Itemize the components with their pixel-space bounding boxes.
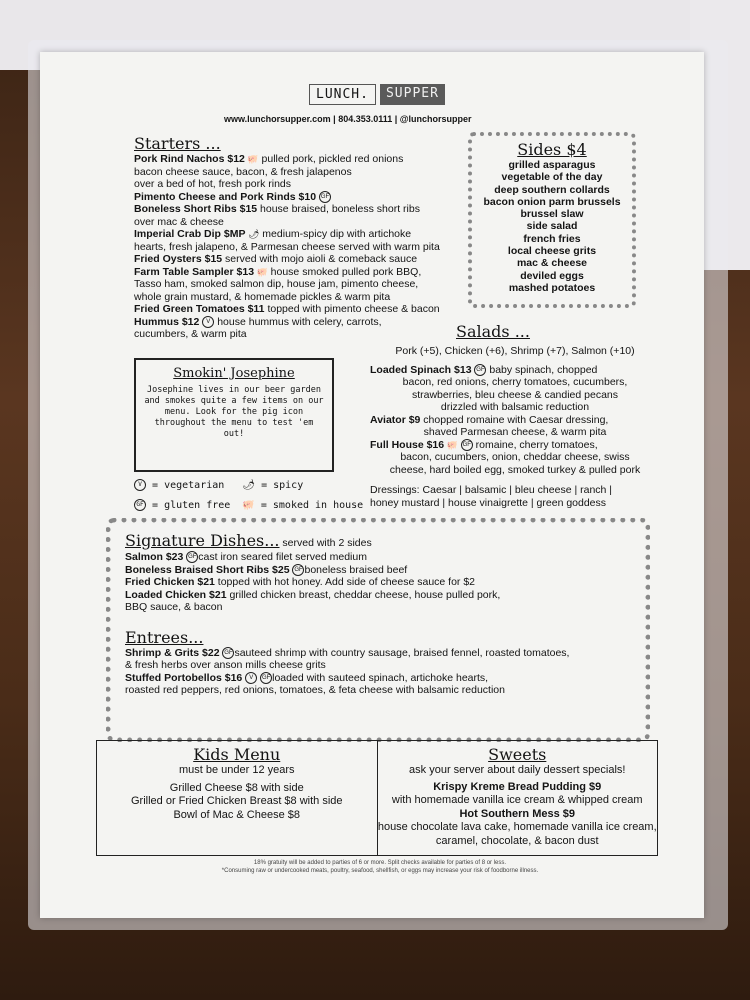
gluten-free-icon: GF <box>186 551 198 563</box>
kids-sweets-box <box>96 740 658 856</box>
josephine-description: Josephine lives in our beer garden and smokes quite a few items on our menu. Look for the pig icon throughout the menu to test 'em out! <box>144 385 324 439</box>
gluten-free-icon: GF <box>319 191 331 203</box>
pig-icon: 🐖 <box>244 154 259 164</box>
side-item: brussel slaw <box>520 208 584 221</box>
signature-title: Signature Dishes... <box>125 531 280 550</box>
item-name: Pimento Cheese and Pork Rinds $10 <box>134 190 317 203</box>
item-name: Salmon $23 <box>125 551 184 563</box>
item-description: roasted red peppers, red onions, tomatoes, & feta cheese with balsamic reduction <box>125 684 505 696</box>
menu-line <box>370 451 660 464</box>
item-description: boneless braised beef <box>304 563 408 576</box>
logo-lunch: LUNCH. <box>309 84 376 105</box>
footer-gratuity: 18% gratuity will be added to parties of 6 or more. Split checks available for parties of 8 or less. <box>253 860 507 866</box>
kids-list <box>97 782 377 823</box>
gluten-free-icon: GF <box>474 364 486 376</box>
kids-item: Bowl of Mac & Cheese $8 <box>173 808 301 821</box>
entrees-list <box>125 647 569 697</box>
item-description: over mac & cheese <box>134 215 224 228</box>
menu-line <box>370 464 660 477</box>
pig-icon: 🐖 <box>444 439 458 450</box>
kids-item: Grilled or Fried Chicken Breast $8 with side <box>130 795 343 807</box>
item-name: Fried Chicken $21 <box>125 576 215 588</box>
signature-subtitle: served with 2 sides <box>279 537 372 549</box>
item-description: bacon, red onions, cherry tomatoes, cucumbers, <box>402 376 628 388</box>
spicy-icon: 🌶 <box>242 480 256 491</box>
gluten-free-icon: GF <box>222 647 234 659</box>
menu-line <box>134 178 440 191</box>
salads-list <box>370 364 660 477</box>
menu-line <box>370 439 660 452</box>
sides-box <box>468 132 636 308</box>
salads-dressings-2: honey mustard | house vinaigrette | green goddess <box>370 496 607 509</box>
footer <box>140 860 620 875</box>
item-description: cast iron seared filet served medium <box>198 551 367 563</box>
item-name: Fried Green Tomatoes $11 <box>134 303 265 315</box>
item-name: Pork Rind Nachos $12 <box>134 153 245 165</box>
side-item: vegetable of the day <box>501 171 603 184</box>
spicy-icon: 🌶 <box>245 229 260 239</box>
sweets-menu <box>378 741 658 855</box>
vegetarian-icon: V <box>245 672 257 684</box>
side-item: grilled asparagus <box>508 159 596 171</box>
menu-line <box>125 551 569 564</box>
menu-line <box>370 401 660 414</box>
logo <box>309 84 445 105</box>
sides-list <box>472 159 632 294</box>
menu-line <box>134 191 440 204</box>
starters-title: Starters ... <box>134 134 221 153</box>
item-description: drizzled with balsamic reduction <box>440 401 590 413</box>
item-name: Aviator $9 <box>370 413 421 426</box>
side-item: french fries <box>523 232 581 245</box>
item-description: loaded with sauteed spinach, artichoke hearts, <box>272 671 489 684</box>
item-description: whole grain mustard, & homemade pickles & warm pita <box>134 290 391 303</box>
menu-line <box>134 153 440 166</box>
menu-line <box>125 576 569 589</box>
side-item: deep southern collards <box>494 183 610 196</box>
salads-addons: Pork (+5), Chicken (+6), Shrimp (+7), Salmon (+10) <box>395 345 635 357</box>
menu-line <box>134 266 440 279</box>
item-name: Stuffed Portobellos $16 <box>125 671 243 684</box>
menu-line <box>134 166 440 179</box>
item-description: grilled chicken breast, cheddar cheese, house pulled pork, <box>226 588 501 601</box>
menu-line <box>134 241 440 254</box>
menu-line <box>370 376 660 389</box>
legend <box>134 476 363 516</box>
starters-list <box>134 153 440 341</box>
item-description: hearts, fresh jalapeno, & Parmesan cheese served with warm pita <box>134 240 440 253</box>
item-name: Farm Table Sampler $13 <box>134 265 255 278</box>
menu-line <box>370 389 660 402</box>
salads-dressings-1: Dressings: Caesar | balsamic | bleu cheese | ranch | <box>370 484 613 496</box>
menu-line <box>125 601 569 614</box>
item-name: Loaded Spinach $13 <box>370 363 472 376</box>
item-description: topped with hot honey. Add side of cheese sauce for $2 <box>214 576 476 588</box>
gluten-free-icon: GF <box>134 499 146 511</box>
vegetarian-icon: V <box>202 316 214 328</box>
item-description: bacon, cucumbers, onion, cheddar cheese, swiss <box>400 451 630 463</box>
entrees-title: Entrees... <box>125 627 204 647</box>
menu-line <box>134 278 440 291</box>
gluten-free-icon: GF <box>260 672 272 684</box>
item-description: house smoked pulled pork BBQ, <box>267 265 422 278</box>
menu-line <box>125 564 569 577</box>
pig-icon: 🐖 <box>242 500 255 511</box>
legend-spicy: = spicy <box>261 480 304 491</box>
menu-line <box>134 203 440 216</box>
item-description: chopped romaine with Caesar dressing, <box>420 413 609 426</box>
side-item: bacon onion parm brussels <box>483 195 621 208</box>
menu-line <box>134 303 440 316</box>
item-description: topped with pimento cheese & bacon <box>264 303 440 315</box>
footer-disclaimer: *Consuming raw or undercooked meats, poultry, seafood, shellfish, or eggs may increase your risk of foodborne illness. <box>221 867 539 874</box>
menu-line <box>370 414 660 427</box>
menu-line <box>134 291 440 304</box>
sweets-item-2-desc-1: house chocolate lava cake, homemade vanilla ice cream, <box>377 821 657 833</box>
sweets-item-2-desc-2: caramel, chocolate, & bacon dust <box>435 834 599 847</box>
sides-title: Sides $4 <box>517 140 587 159</box>
side-item: mac & cheese <box>516 257 588 270</box>
item-description: house braised, boneless short ribs <box>257 203 420 215</box>
legend-gluten-free: = gluten free <box>152 500 231 511</box>
sweets-item-1: Krispy Kreme Bread Pudding $9 <box>433 780 602 793</box>
item-description: romaine, cherry tomatoes, <box>472 438 598 451</box>
item-name: Full House $16 <box>370 438 445 451</box>
item-name: Shrimp & Grits $22 <box>125 646 220 659</box>
item-name: Boneless Short Ribs $15 <box>134 203 258 215</box>
item-description: BBQ sauce, & bacon <box>125 601 223 613</box>
menu-line <box>370 364 660 377</box>
signature-entrees-box <box>106 518 650 742</box>
item-description: served with mojo aioli & comeback sauce <box>222 253 418 265</box>
menu-line <box>125 659 569 672</box>
side-item: local cheese grits <box>507 245 597 258</box>
menu-line <box>125 589 569 602</box>
kids-menu <box>97 741 378 855</box>
item-name: Imperial Crab Dip $MP <box>134 228 246 240</box>
item-description: medium-spicy dip with artichoke <box>259 228 412 240</box>
gluten-free-icon: GF <box>461 439 473 451</box>
item-description: house hummus with celery, carrots, <box>214 315 382 328</box>
menu-line <box>134 228 440 241</box>
side-item: deviled eggs <box>520 269 584 282</box>
sweets-subtitle: ask your server about daily dessert specials! <box>409 764 626 776</box>
sweets-title: Sweets <box>488 745 547 764</box>
side-item: mashed potatoes <box>508 281 596 294</box>
side-item: side salad <box>526 220 578 233</box>
item-name: Boneless Braised Short Ribs $25 <box>125 563 290 576</box>
legend-smoked: = smoked in house <box>260 500 364 511</box>
kids-subtitle: must be under 12 years <box>178 764 295 776</box>
item-description: cheese, hard boiled egg, smoked turkey & pulled pork <box>389 463 641 476</box>
menu-line <box>370 426 660 439</box>
kids-item: Grilled Cheese $8 with side <box>169 781 304 794</box>
item-description: strawberries, bleu cheese & candied pecans <box>411 388 619 401</box>
item-description: shaved Parmesan cheese, & warm pita <box>423 426 607 438</box>
gluten-free-icon: GF <box>292 564 304 576</box>
menu-page <box>40 52 704 918</box>
legend-vegetarian: = vegetarian <box>152 480 225 491</box>
signature-list <box>125 551 569 614</box>
item-description: sauteed shrimp with country sausage, braised fennel, roasted tomatoes, <box>234 646 570 659</box>
item-name: Fried Oysters $15 <box>134 253 223 265</box>
menu-line <box>125 672 569 685</box>
menu-line <box>125 647 569 660</box>
item-description: over a bed of hot, fresh pork rinds <box>134 178 292 190</box>
item-description: bacon cheese sauce, bacon, & fresh jalapenos <box>134 165 352 178</box>
pig-icon: 🐖 <box>254 266 268 277</box>
sweets-item-2: Hot Southern Mess $9 <box>459 807 576 820</box>
menu-line <box>134 253 440 266</box>
kids-title: Kids Menu <box>193 745 281 764</box>
vegetarian-icon: V <box>134 479 146 491</box>
menu-line <box>125 684 569 697</box>
salads-title: Salads ... <box>456 322 530 341</box>
sweets-item-1-desc: with homemade vanilla ice cream & whipped cream <box>391 794 643 806</box>
menu-line <box>134 216 440 229</box>
starters-section <box>134 134 440 341</box>
salads-section <box>370 322 660 509</box>
item-description: cucumbers, & warm pita <box>134 328 247 340</box>
josephine-box <box>134 358 334 472</box>
contact-line: www.lunchorsupper.com | 804.353.0111 | @lunchorsupper <box>224 114 472 124</box>
item-description: Tasso ham, smoked salmon dip, house jam, pimento cheese, <box>134 278 419 290</box>
item-name: Loaded Chicken $21 <box>125 588 227 601</box>
logo-supper: SUPPER <box>380 84 445 105</box>
item-description: & fresh herbs over anson mills cheese grits <box>125 659 326 671</box>
item-name: Hummus $12 <box>134 315 200 328</box>
item-description: baby spinach, chopped <box>486 363 598 376</box>
item-description: pulled pork, pickled red onions <box>258 153 404 165</box>
josephine-title: Smokin' Josephine <box>173 366 295 381</box>
